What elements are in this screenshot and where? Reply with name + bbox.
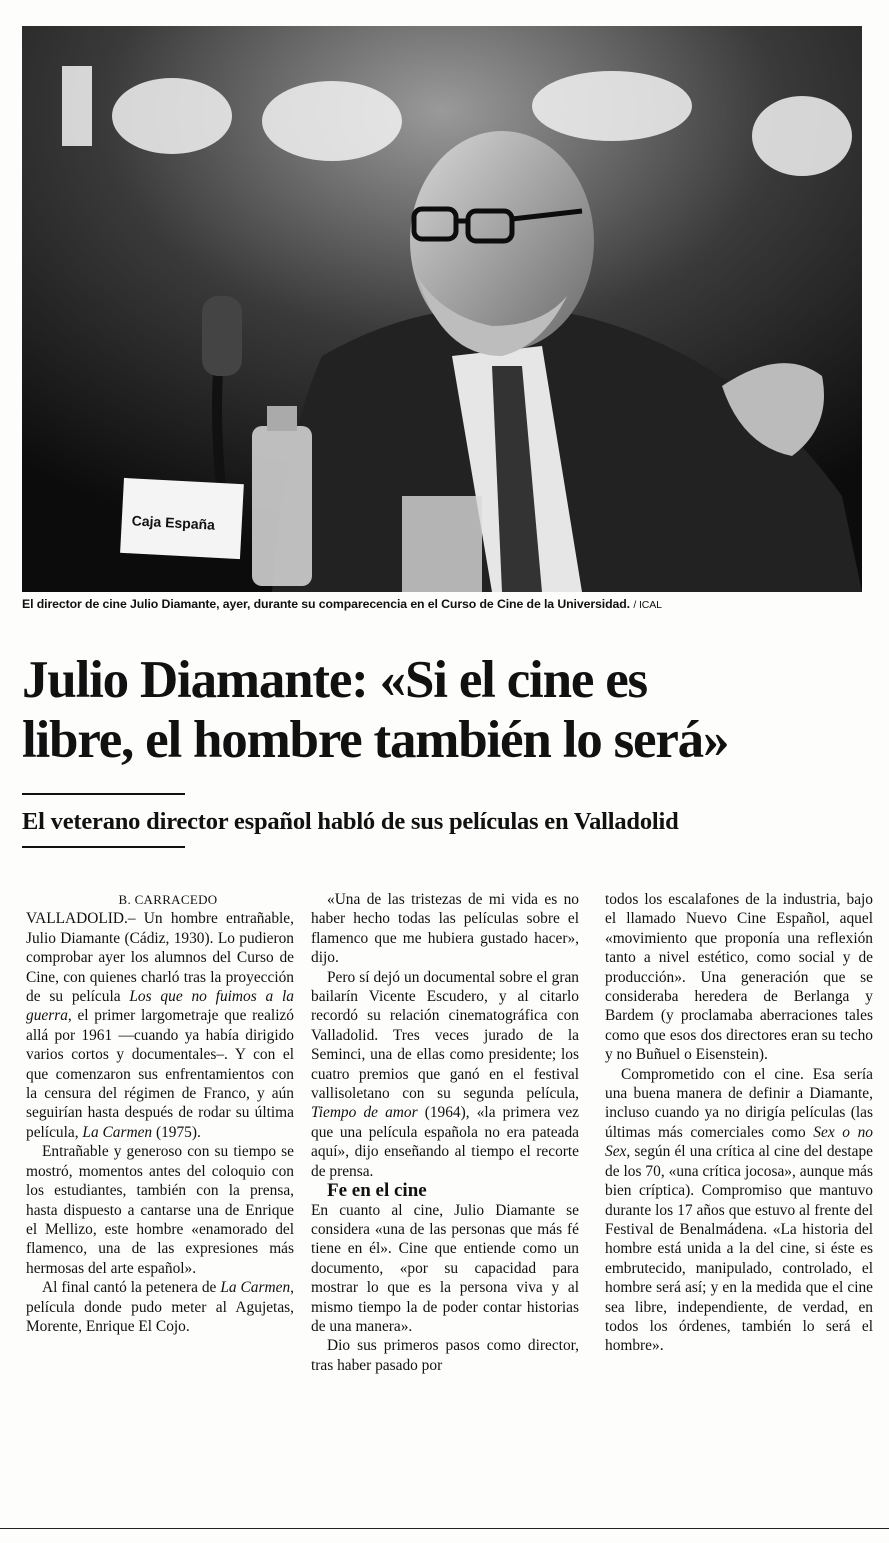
headline-line-1: Julio Diamante: «Si el cine es (22, 651, 647, 709)
headline (22, 650, 872, 770)
caption-text: El director de cine Julio Diamante, ayer, durante su comparecencia en el Curso de Cine de la Universidad. (22, 597, 630, 611)
paragraph: Dio sus primeros pasos como director, tras haber pasado por (311, 1337, 579, 1374)
text-run: VALLADOLID.– Un hombre entrañable, Julio Diamante (Cádiz, 1930). Lo pudieron comprobar ayer los alumnos del Curso de Cine, con quienes charló tras la proyección de su película (26, 910, 294, 1006)
subhead-bottom-rule (22, 846, 185, 848)
paragraph (311, 968, 579, 1181)
photo-illustration (22, 26, 862, 592)
text-run: Pero sí dejó un documental sobre el gran bailarín Vicente Escudero, y al citarlo recordó su relación cinematográfica con Valladolid. Tres veces jurado de la Seminci, una de ellas como presidente; los cuatro premios que ganó en el festival vallisoletano con su segunda película, (311, 968, 579, 1103)
page-bottom-rule (0, 1528, 889, 1529)
film-title: Tiempo de amor (311, 1104, 418, 1122)
text-run: Comprometido con el cine. Esa sería una buena manera de definir a Diamante, incluso cuando ya no dirigía películas (las últimas más comerciales como (605, 1065, 873, 1141)
paragraph (26, 1278, 294, 1336)
photo-sign-text: Caja España (131, 512, 216, 533)
film-title: Sex o no Sex (605, 1123, 873, 1161)
subhead: El veterano director español habló de sus películas en Valladolid (22, 808, 679, 835)
paragraph (26, 909, 294, 1142)
film-title: La Carmen (82, 1123, 153, 1141)
text-run: Al final cantó la petenera de (42, 1279, 221, 1297)
byline: B. CARRACEDO (118, 892, 218, 907)
subhead-top-rule (22, 793, 185, 795)
text-run: (1964), «la primera vez que una película española no era pateada aquí», dijo enseñando al tiempo el recorte de prensa. (311, 1104, 579, 1180)
article-column-2 (311, 890, 579, 1375)
film-title: Los que no fuimos a la guerra (26, 988, 295, 1025)
article-photo (22, 26, 862, 592)
paragraph: «Una de las tristezas de mi vida es no haber hecho todas las películas sobre el flamenco que me hubiera gustado hacer», dijo. (311, 891, 579, 967)
paragraph (605, 1065, 873, 1356)
article-column-1 (26, 890, 294, 1336)
photo-caption (22, 597, 882, 611)
text-run: , película donde pudo meter al Agujetas, Morente, Enrique El Cojo. (26, 1279, 294, 1335)
article-column-3 (605, 890, 873, 1356)
section-heading: Fe en el cine (327, 1180, 427, 1202)
caption-credit: / ICAL (633, 599, 662, 611)
text-run: (1975). (152, 1123, 201, 1141)
paragraph: Entrañable y generoso con su tiempo se mostró, momentos antes del coloquio con los estudiantes, también con la prensa, hasta dispuesto a cantarse una de Enrique el Mellizo, este hombre «enamorado del flamenco, una de las expresiones más hermosas del arte español». (26, 1143, 294, 1277)
film-title: La Carmen (220, 1279, 291, 1297)
paragraph: todos los escalafones de la industria, bajo el llamado Nuevo Cine Español, aquel «movimiento que proponía una reflexión tanto a nivel estético, como social y de producción». Una generación que se consideraba heredera de Berlanga y Bardem (y proclamaba aberraciones tales como que esos dos directores eran su techo y no Buñuel o Eisenstein). (605, 891, 873, 1064)
headline-line-2: libre, el hombre también lo será» (22, 711, 729, 769)
text-run: , según él una crítica al cine del destape de los 70, «una crítica jocosa», aunque más bien críptica). Compromiso que mantuvo durante los 17 años que estuvo al frente del Festival de Benalmádena. «La historia del hombre está unida a la del cine, si éste es embrutecido, manipulado, controlado, el hombre será así; y en la medida que el cine sea libre, independiente, de verdad, en todos los órdenes, también lo será el hombre». (605, 1143, 873, 1355)
paragraph: En cuanto al cine, Julio Diamante se considera «una de las personas que más fé tiene en él». Cine que entiende como un documento, «por su capacidad para mostrar lo que es la persona viva y al mismo tiempo la de poder contar historias de una manera». (311, 1201, 579, 1335)
text-run: , el primer largometraje que realizó allá por 1961 —cuando ya había dirigido varios cortos y documentales–. Y con el que comenzaron sus enfrentamientos con la censura del régimen de Franco, y aún seguirían hasta después de rodar su última película, (26, 1007, 294, 1141)
